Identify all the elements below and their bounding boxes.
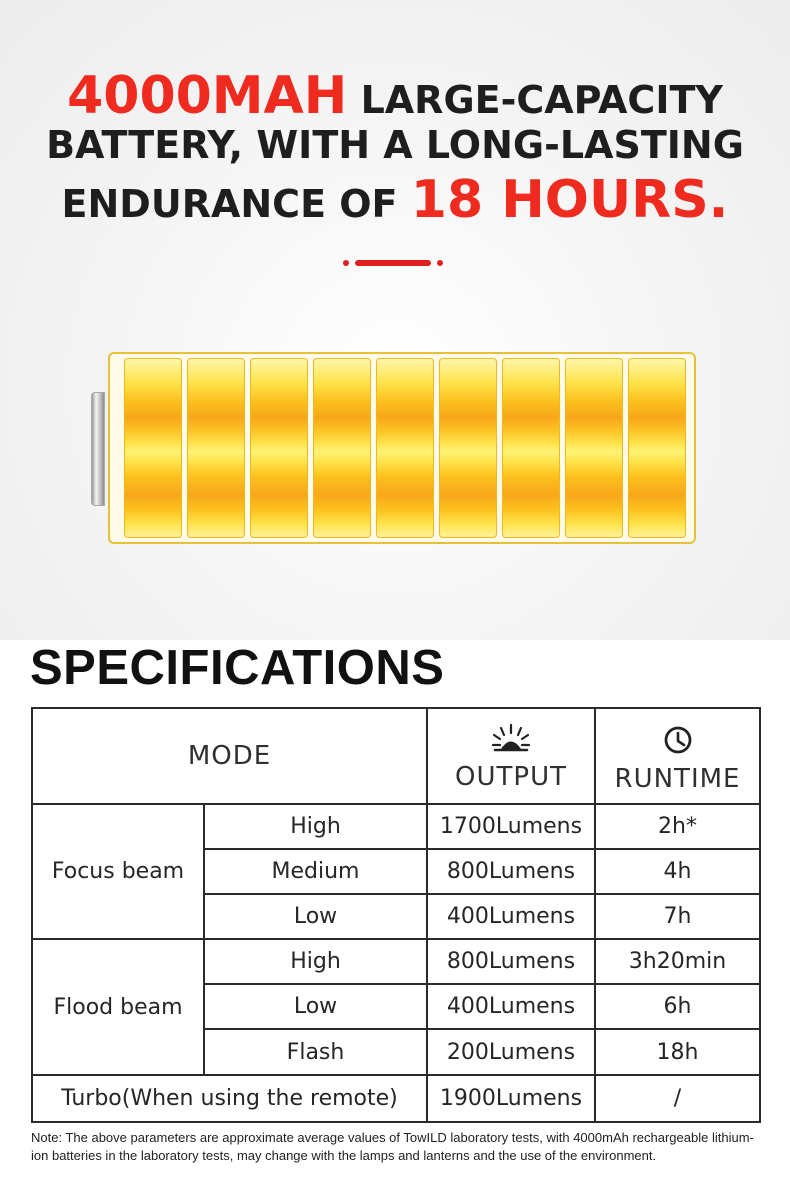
mode-cell: Medium — [271, 859, 360, 884]
output-cell: 400Lumens — [446, 994, 576, 1019]
runtime-cell: 7h — [663, 904, 692, 929]
battery-cell — [565, 358, 623, 538]
output-cell: 800Lumens — [446, 949, 576, 974]
runtime-cell: 2h* — [658, 814, 697, 839]
battery-cell — [502, 358, 560, 538]
header-runtime-cell — [596, 709, 759, 803]
specifications-title: SPECIFICATIONS — [30, 641, 445, 695]
title-divider — [343, 258, 443, 268]
battery-terminal — [91, 392, 105, 506]
footnote: Note: The above parameters are approximate average values of TowILD laboratory tests, with 4000mAh rechargeable lithium-ion batteries in the laboratory tests, may change with the lamps and lanterns and the use of the environment. — [31, 1130, 754, 1163]
runtime-cell: 18h — [656, 1039, 699, 1065]
divider-bar — [355, 260, 431, 266]
headline — [0, 66, 790, 234]
header-output: OUTPUT — [455, 762, 567, 792]
divider-dot-left — [343, 260, 349, 266]
headline-capacity: 4000MAH — [67, 66, 348, 126]
sun-icon — [491, 722, 531, 756]
mode-cell: High — [290, 814, 341, 839]
battery-cell — [376, 358, 434, 538]
battery-cell — [187, 358, 245, 538]
divider-dot-right — [437, 260, 443, 266]
header-mode: MODE — [187, 741, 272, 771]
mode-cell: Low — [293, 904, 338, 929]
battery-cells — [124, 358, 690, 538]
runtime-cell: 6h — [663, 994, 692, 1019]
output-cell: 1700Lumens — [439, 814, 583, 839]
turbo-output-cell: 1900Lumens — [439, 1086, 583, 1111]
headline-line-3-text: ENDURANCE OF — [61, 182, 398, 226]
output-cell: 400Lumens — [446, 904, 576, 929]
headline-hours: 18 HOURS. — [410, 170, 729, 230]
group-name-flood-beam: Flood beam — [53, 994, 183, 1020]
runtime-cell: 3h20min — [628, 949, 727, 974]
mode-cell: High — [290, 949, 341, 974]
clock-icon — [663, 725, 693, 755]
header-output-cell — [428, 709, 594, 803]
output-cell: 200Lumens — [446, 1039, 576, 1065]
runtime-cell: 4h — [663, 859, 692, 884]
group-name-focus-beam: Focus beam — [51, 859, 185, 884]
battery-cell — [313, 358, 371, 538]
output-cell: 800Lumens — [446, 859, 576, 884]
headline-line-1-text: LARGE-CAPACITY — [360, 78, 723, 122]
headline-line-1 — [0, 66, 790, 128]
headline-line-3 — [0, 170, 790, 234]
turbo-mode-cell: Turbo(When using the remote) — [61, 1086, 398, 1111]
specifications-table — [31, 707, 761, 1123]
battery-cell — [439, 358, 497, 538]
battery-cell — [628, 358, 686, 538]
mode-cell: Low — [293, 994, 338, 1019]
turbo-runtime-cell: / — [673, 1086, 682, 1111]
battery-cell — [124, 358, 182, 538]
battery-cell — [250, 358, 308, 538]
mode-cell: Flash — [286, 1039, 345, 1065]
headline-line-2: BATTERY, WITH A LONG-LASTING — [46, 123, 744, 167]
header-runtime: RUNTIME — [614, 764, 741, 794]
